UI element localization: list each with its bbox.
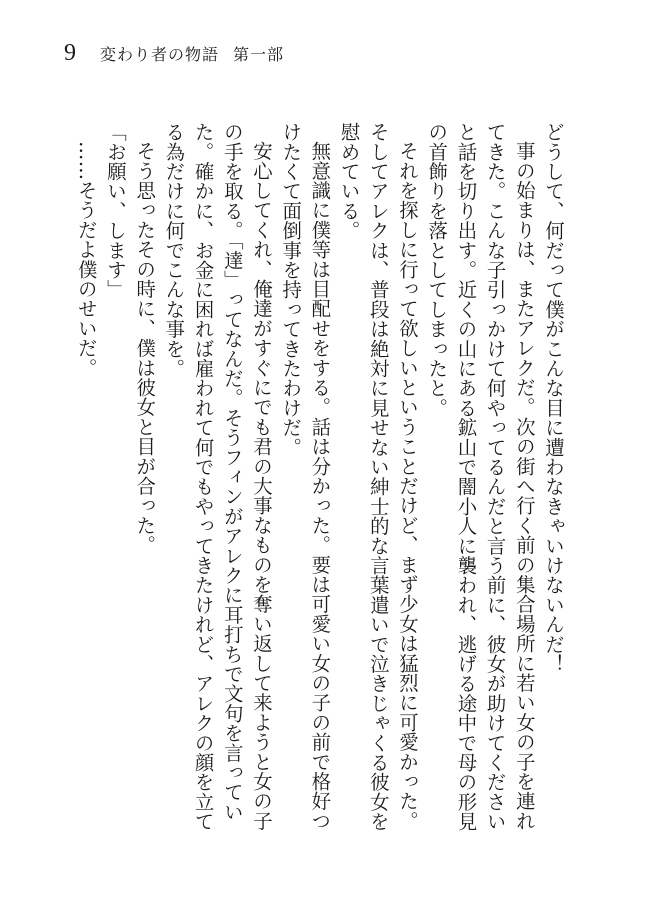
paragraph-8: ……そうだよ僕のせいだ。 — [74, 141, 98, 378]
book-title: 変わり者の物語 — [100, 45, 220, 64]
page-header — [64, 40, 284, 67]
book-part: 第一部 — [233, 45, 285, 64]
paragraph-1: どうして、何だって僕がこんな目に遭わなきゃいけないんだ！ — [542, 122, 565, 674]
paragraph-3: それを探しに行って欲しいということだけど、まず少女は猛烈に可愛かった。そしてアレクは、普段は絶対に見せない紳士的な言葉遣いで泣きじゃくる彼女を慰めている。 — [337, 122, 419, 832]
page-number: 9 — [64, 40, 76, 66]
paragraph-5: 安心してくれ、俺達がすぐにでも君の大事なものを奪い返して来ようと女の子の手を取る。「達」ってなんだ。そうフィンがアレクに耳打ちで文句を言っていた。確かに、お金に困れば雇われて何でもやってきたけれど、アレクの顔を立てる為だけに何でこんな事を。 — [162, 122, 273, 832]
paragraph-7: 「お願い、します」 — [103, 122, 127, 300]
paragraph-6: そう思ったその時に、僕は彼女と目が合った。 — [133, 141, 157, 556]
paragraph-2: 事の始まりは、またアレクだ。次の街へ行く前の集合場所に若い女の子を連れてきた。こんな子引っかけて何やってるんだと言う前に、彼女が助けてくださいと話を切り出す。近くの山にある鉱山で闇小人に襲われ、逃げる途中で母の形見の首飾りを落としてしまったと。 — [425, 122, 536, 832]
paragraph-4: 無意識に僕等は目配せをする。話は分かった。要は可愛い女の子の前で格好つけたくて面倒事を持ってきたわけだ。 — [279, 122, 332, 831]
body-text — [74, 122, 568, 842]
